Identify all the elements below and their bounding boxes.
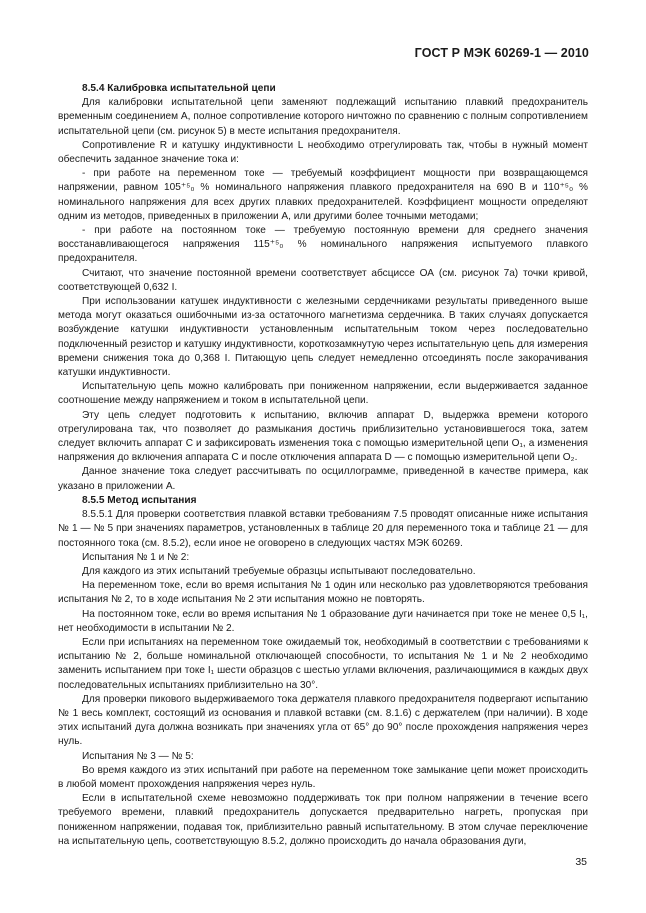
list-item: - при работе на переменном токе — требуемый коэффициент мощности при возвращающемся напряжении, равном 105⁺⁵₀ % номинального напряжения плавкого предохранителя на 690 В и 110⁺⁵₀ % номинального напряжения для всех других плавких предохранителей. Коэффициент мощности определяют одним из методов, приведенных в приложении А, или другими более точными методами; [58,168,588,222]
list-item: - при работе на постоянном токе — требуемую постоянную времени для среднего значения восстанавливающегося напряжения 115⁺⁵₀ % номинального напряжения испытуемого плавкого предохранителя. [58,225,588,265]
paragraph: Испытательную цепь можно калибровать при пониженном напряжении, если выдерживается заданное соотношение между напряжением и током в испытательной цепи. [58,381,588,407]
paragraph: На переменном токе, если во время испытания № 1 один или несколько раз удовлетворяются требования испытания № 2, то в ходе испытания № 2 эти испытания можно не повторять. [58,580,588,606]
paragraph: Если в испытательной схеме невозможно поддерживать ток при полном напряжении в течение всего требуемого времени, плавкий предохранитель допускается предварительно нагреть, пропуская при пониженном напряжении, подавая ток, приблизительно равный испытательному. В этом случае переключение на испытательную цепь, соответствующую 8.5.2, должно происходить до начала образования дуги, [58,793,588,847]
paragraph: Сопротивление R и катушку индуктивности L необходимо отрегулировать так, чтобы в нужный момент обеспечить заданное значение тока и: [58,139,588,166]
paragraph: Эту цепь следует подготовить к испытанию, включив аппарат D, выдержка времени которого отрегулирована так, что позволяет до размыкания достичь приблизительно установившегося тока, затем следует включить аппарат С и зафиксировать изменения тока с помощью измерительной цепи O₁, а изменения напряжения до включения аппарата С и после отключения аппарата D — с помощью измерительной цепи O₂. [58,409,588,464]
paragraph: Для калибровки испытательной цепи заменяют подлежащий испытанию плавкий предохранитель временным соединением А, полное сопротивление которого ничтожно по сравнению с полным сопротивлением испытательной цепи (см. рисунок 5) в месте испытания предохранителя. [58,97,588,137]
paragraph: Испытания № 1 и № 2: [82,551,190,563]
section-heading: 8.5.5 Метод испытания [82,494,197,506]
paragraph: Для проверки пикового выдерживаемого тока держателя плавкого предохранителя подвергают испытанию № 1 весь комплект, состоящий из основания и плавкой вставки (см. 8.1.6) с держателем (при наличии). В ходе этих испытаний дуга должна возникать при значениях угла от 65° до 90° после прохождения напряжения через нуль. [58,693,588,748]
paragraph: Если при испытаниях на переменном токе ожидаемый ток, необходимый в соответствии с требованиями к испытанию № 2, больше номинальной отключающей способности, то испытания № 1 и № 2 необходимо заменить испытанием при токе I₁ шести образцов с шестью углами включения, различающимися в каждых двух последовательных испытаниях приблизительно на 30°. [58,636,588,691]
paragraph: Испытания № 3 — № 5: [82,750,194,762]
document-body [58,82,588,849]
section-heading: 8.5.4 Калибровка испытательной цепи [82,83,276,94]
paragraph: При использовании катушек индуктивности с железными сердечниками результаты приведенного выше метода могут оказаться ошибочными из-за остаточного магнетизма сердечника. В таких случаях допускается возбуждение катушки индуктивности установленным испытательным током через последовательно подключенный резистор и катушку индуктивности, короткозамкнутую через испытательную цепь для измерения времени снижения тока до 0,368 I. Питающую цепь следует немедленно отсоединять после закорачивания катушки индуктивности. [58,296,588,379]
paragraph: Для каждого из этих испытаний требуемые образцы испытывают последовательно. [82,565,476,577]
paragraph: Во время каждого из этих испытаний при работе на переменном токе замыкание цепи может происходить в любой момент прохождения напряжения через нуль. [58,764,588,790]
paragraph: Данное значение тока следует рассчитывать по осциллограмме, приведенной в качестве примера, как указано в приложении А. [58,466,588,492]
page-number: 35 [575,856,587,868]
paragraph: 8.5.5.1 Для проверки соответствия плавкой вставки требованиям 7.5 проводят описанные ниже испытания № 1 — № 5 при значениях параметров, установленных в таблице 20 для переменного тока и таблице 21 — для постоянного тока (см. 8.5.2), если иное не оговорено в следующих частях МЭК 60269. [58,509,588,549]
paragraph: Считают, что значение постоянной времени соответствует абсциссе ОА (см. рисунок 7а) точки кривой, соответствующей 0,632 I. [58,267,588,293]
paragraph: На постоянном токе, если во время испытания № 1 образование дуги начинается при токе не менее 0,5 I₁, нет необходимости в испытании № 2. [58,608,588,634]
document-header: ГОСТ Р МЭК 60269-1 — 2010 [414,46,589,60]
